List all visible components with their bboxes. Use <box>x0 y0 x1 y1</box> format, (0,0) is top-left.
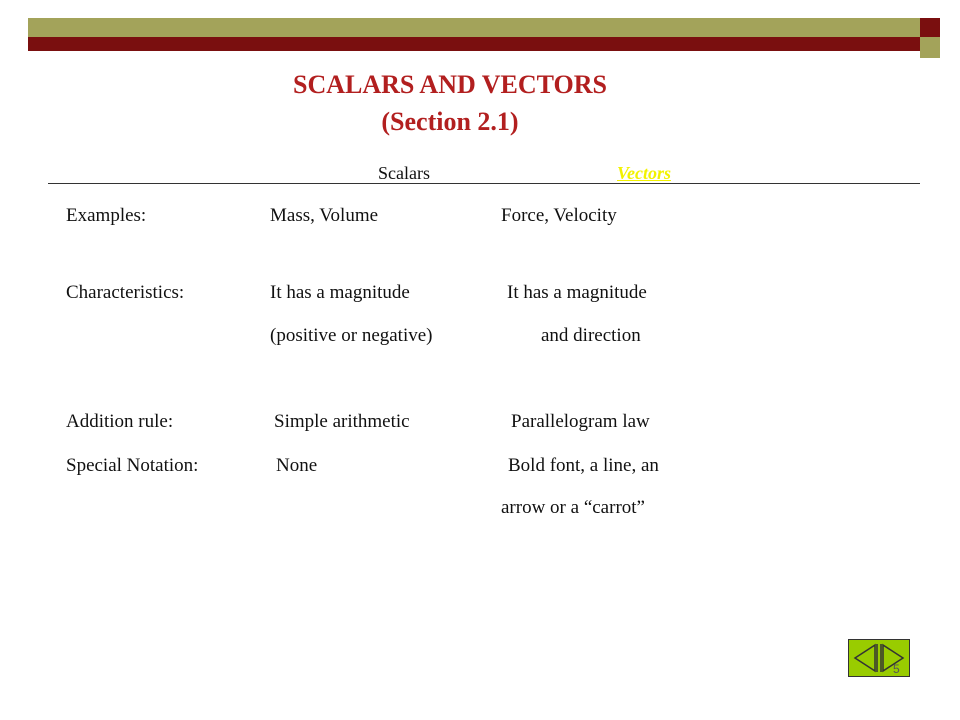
addition-vector: Parallelogram law <box>511 411 650 432</box>
notation-vector-line1: Bold font, a line, an <box>508 455 659 476</box>
characteristics-vector-line1: It has a magnitude <box>507 282 647 303</box>
addition-scalar: Simple arithmetic <box>274 411 410 432</box>
row-label-examples: Examples: <box>66 205 147 226</box>
column-header-scalars: Scalars <box>378 163 430 183</box>
slide-number: 5 <box>893 662 900 676</box>
row-label-notation: Special Notation: <box>66 455 199 476</box>
slide-subtitle: (Section 2.1) <box>381 107 519 136</box>
top-bar-olive <box>28 18 920 37</box>
header-divider <box>48 183 920 184</box>
corner-block-bottom <box>920 37 940 58</box>
notation-vector-line2: arrow or a “carrot” <box>501 497 645 518</box>
top-bar-maroon <box>28 37 920 51</box>
examples-vector: Force, Velocity <box>501 205 617 226</box>
characteristics-scalar-line2: (positive or negative) <box>270 325 433 346</box>
slide-title: SCALARS AND VECTORS <box>292 70 608 99</box>
row-label-addition: Addition rule: <box>66 411 174 432</box>
row-label-characteristics: Characteristics: <box>66 282 185 303</box>
column-header-vectors[interactable]: Vectors <box>617 163 671 183</box>
previous-slide-icon[interactable] <box>851 642 879 674</box>
characteristics-scalar-line1: It has a magnitude <box>270 282 410 303</box>
slide-navigation <box>848 639 910 677</box>
examples-scalar: Mass, Volume <box>270 205 379 226</box>
notation-scalar: None <box>276 455 318 476</box>
characteristics-vector-line2: and direction <box>541 325 641 346</box>
corner-block-top <box>920 18 940 37</box>
